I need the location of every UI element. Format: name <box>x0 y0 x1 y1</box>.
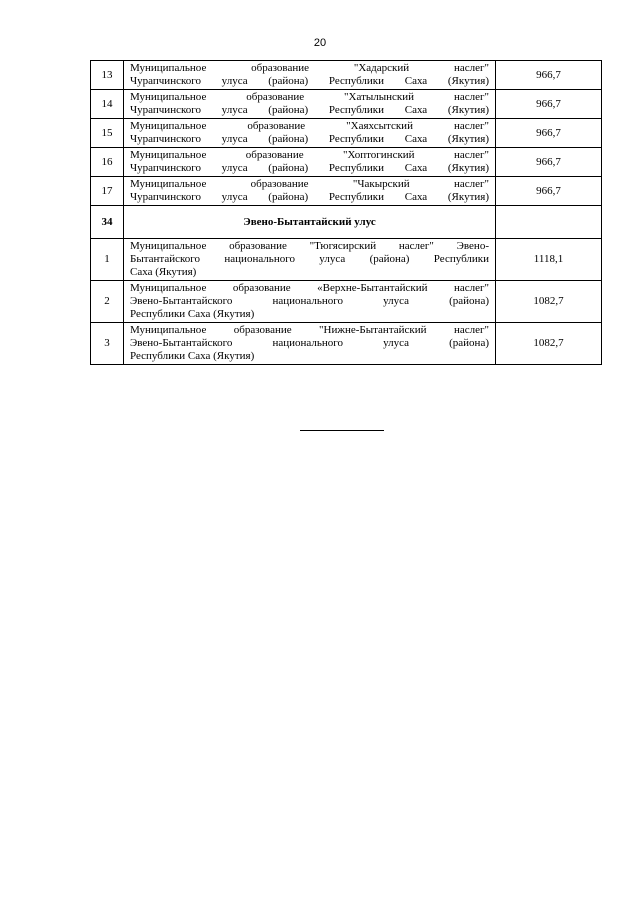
row-number: 14 <box>91 90 124 119</box>
table-row <box>91 177 602 206</box>
amount-value: 966,7 <box>496 119 602 148</box>
amount-value: 966,7 <box>496 177 602 206</box>
row-number: 3 <box>91 323 124 365</box>
row-number: 17 <box>91 177 124 206</box>
amount-value: 1082,7 <box>496 323 602 365</box>
municipality-name-line: Чурапчинского улуса (района) Республики Саха (Якутия) <box>130 162 489 174</box>
municipality-name-line: Муниципальное образование "Хадарский наслег" <box>130 62 489 74</box>
municipality-name-line: Муниципальное образование "Хоптогинский наслег" <box>130 149 489 161</box>
amount-value: 1082,7 <box>496 281 602 323</box>
table-row <box>91 239 602 281</box>
municipality-name <box>124 239 496 281</box>
municipality-name-line: Чурапчинского улуса (района) Республики Саха (Якутия) <box>130 104 489 116</box>
municipality-name <box>124 148 496 177</box>
municipality-name-line: Эвено-Бытантайского национального улуса (района) <box>130 337 489 349</box>
amount-value: 966,7 <box>496 61 602 90</box>
end-divider-line <box>300 430 384 431</box>
table-row <box>91 61 602 90</box>
municipality-name <box>124 90 496 119</box>
municipality-name-line: Республики Саха (Якутия) <box>130 350 255 362</box>
municipality-name-line: Муниципальное образование «Верхне-Бытантайский наслег" <box>130 282 489 294</box>
municipality-name-line: Муниципальное образование "Чакырский наслег" <box>130 178 489 190</box>
row-number: 16 <box>91 148 124 177</box>
region-name: Эвено-Бытантайский улус <box>124 206 496 239</box>
table-row <box>91 148 602 177</box>
municipality-name-line: Бытантайского национального улуса (района) Республики <box>130 253 489 265</box>
row-number: 15 <box>91 119 124 148</box>
municipality-name-line: Республики Саха (Якутия) <box>130 308 255 320</box>
municipality-name <box>124 281 496 323</box>
row-number: 2 <box>91 281 124 323</box>
amount-value: 966,7 <box>496 148 602 177</box>
table-row <box>91 323 602 365</box>
page-number: 20 <box>313 37 327 49</box>
municipality-name <box>124 323 496 365</box>
row-number: 13 <box>91 61 124 90</box>
municipality-name-line: Муниципальное образование "Нижне-Бытантайский наслег" <box>130 324 489 336</box>
municipality-name-line: Муниципальное образование "Хаяхсытский наслег" <box>130 120 489 132</box>
table-row <box>91 119 602 148</box>
region-value <box>496 206 602 239</box>
municipality-name-line: Чурапчинского улуса (района) Республики Саха (Якутия) <box>130 75 489 87</box>
municipal-table <box>90 60 602 365</box>
municipality-name-line: Муниципальное образование "Хатылынский наслег" <box>130 91 489 103</box>
amount-value: 966,7 <box>496 90 602 119</box>
municipality-name-line: Муниципальное образование "Тюгясирский наслег" Эвено- <box>130 240 489 252</box>
municipality-name-line: Саха (Якутия) <box>130 266 197 278</box>
municipality-name <box>124 119 496 148</box>
municipality-name-line: Эвено-Бытантайского национального улуса (района) <box>130 295 489 307</box>
municipality-name-line: Чурапчинского улуса (района) Республики Саха (Якутия) <box>130 133 489 145</box>
municipality-name <box>124 61 496 90</box>
municipality-name-line: Чурапчинского улуса (района) Республики Саха (Якутия) <box>130 191 489 203</box>
table-row <box>91 90 602 119</box>
region-header-row <box>91 206 602 239</box>
row-number: 1 <box>91 239 124 281</box>
table-row <box>91 281 602 323</box>
region-number: 34 <box>91 206 124 239</box>
amount-value: 1118,1 <box>496 239 602 281</box>
municipality-name <box>124 177 496 206</box>
